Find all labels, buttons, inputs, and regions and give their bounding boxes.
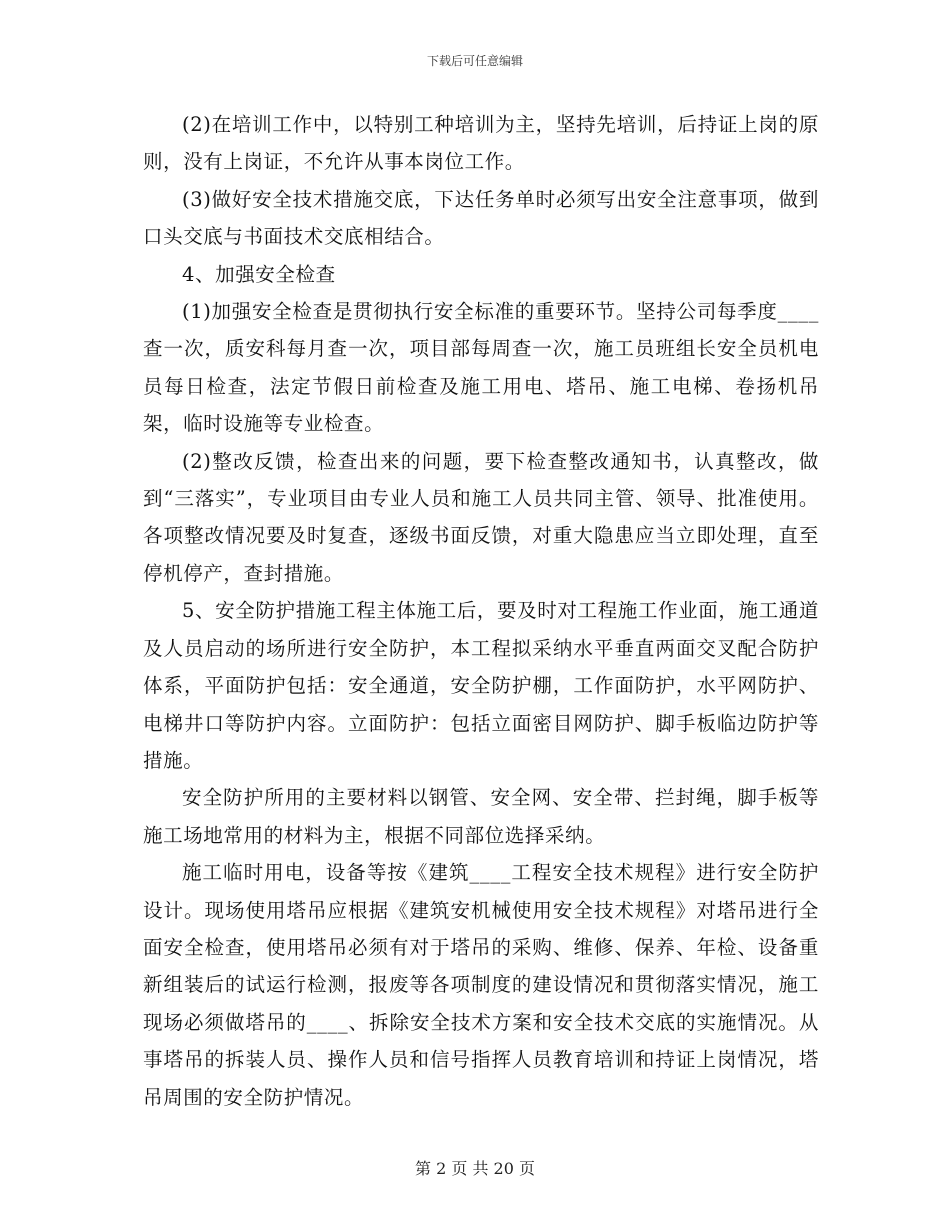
section-heading-safety-inspection: 4、加强安全检查 [182,262,336,286]
paragraph-protection-materials: 安全防护所用的主要材料以钢管、安全网、安全带、拦封绳，脚手板等施工场地常用的材料为主，根据不同部位选择采纳。 [143,786,819,847]
document-body [143,106,819,1116]
page-number: 第 2 页 共 20 页 [415,1159,535,1178]
header-note: 下载后可任意编辑 [426,54,523,68]
paragraph-protection-measures: 5、安全防护措施工程主体施工后，要及时对工程施工作业面，施工通道及人员启动的场所进行安全防护，本工程拟采纳水平垂直两面交叉配合防护体系，平面防护包括：安全通道，安全防护棚，工作面防护，水平网防护、电梯井口等防护内容。立面防护：包括立面密目网防护、脚手板临边防护等措施。 [143,599,819,772]
paragraph-training-special: (2)在培训工作中，以特别工种培训为主，坚持先培训，后持证上岗的原则，没有上岗证，不允许从事本岗位工作。 [143,113,819,174]
paragraph-inspection-schedule: (1)加强安全检查是贯彻执行安全标准的重要环节。坚持公司每季度____查一次，质安科每月查一次，项目部每周查一次，施工员班组长安全员机电员每日检查，法定节假日前检查及施工用电、塔吊、施工电梯、卷扬机吊架，临时设施等专业检查。 [143,300,819,436]
paragraph-rectification-feedback: (2)整改反馈，检查出来的问题，要下检查整改通知书，认真整改，做到“三落实”，专业项目由专业人员和施工人员共同主管、领导、批准使用。各项整改情况要及时复查，逐级书面反馈，对重大隐患应当立即处理，直至停机停产，查封措施。 [143,449,819,585]
paragraph-safety-briefing: (3)做好安全技术措施交底，下达任务单时必须写出安全注意事项，做到口头交底与书面技术交底相结合。 [143,187,819,249]
paragraph-temporary-power-crane: 施工临时用电，设备等按《建筑____工程安全技术规程》进行安全防护设计。现场使用塔吊应根据《建筑安机械使用安全技术规程》对塔吊进行全面安全检查，使用塔吊必须有对于塔吊的采购、维修、保养、年检、设备重新组装后的试运行检测，报废等各项制度的建设情况和贯彻落实情况，施工现场必须做塔吊的____、拆除安全技术方案和安全技术交底的实施情况。从事塔吊的拆装人员、操作人员和信号指挥人员教育培训和持证上岗情况，塔吊周围的安全防护情况。 [143,861,819,1109]
